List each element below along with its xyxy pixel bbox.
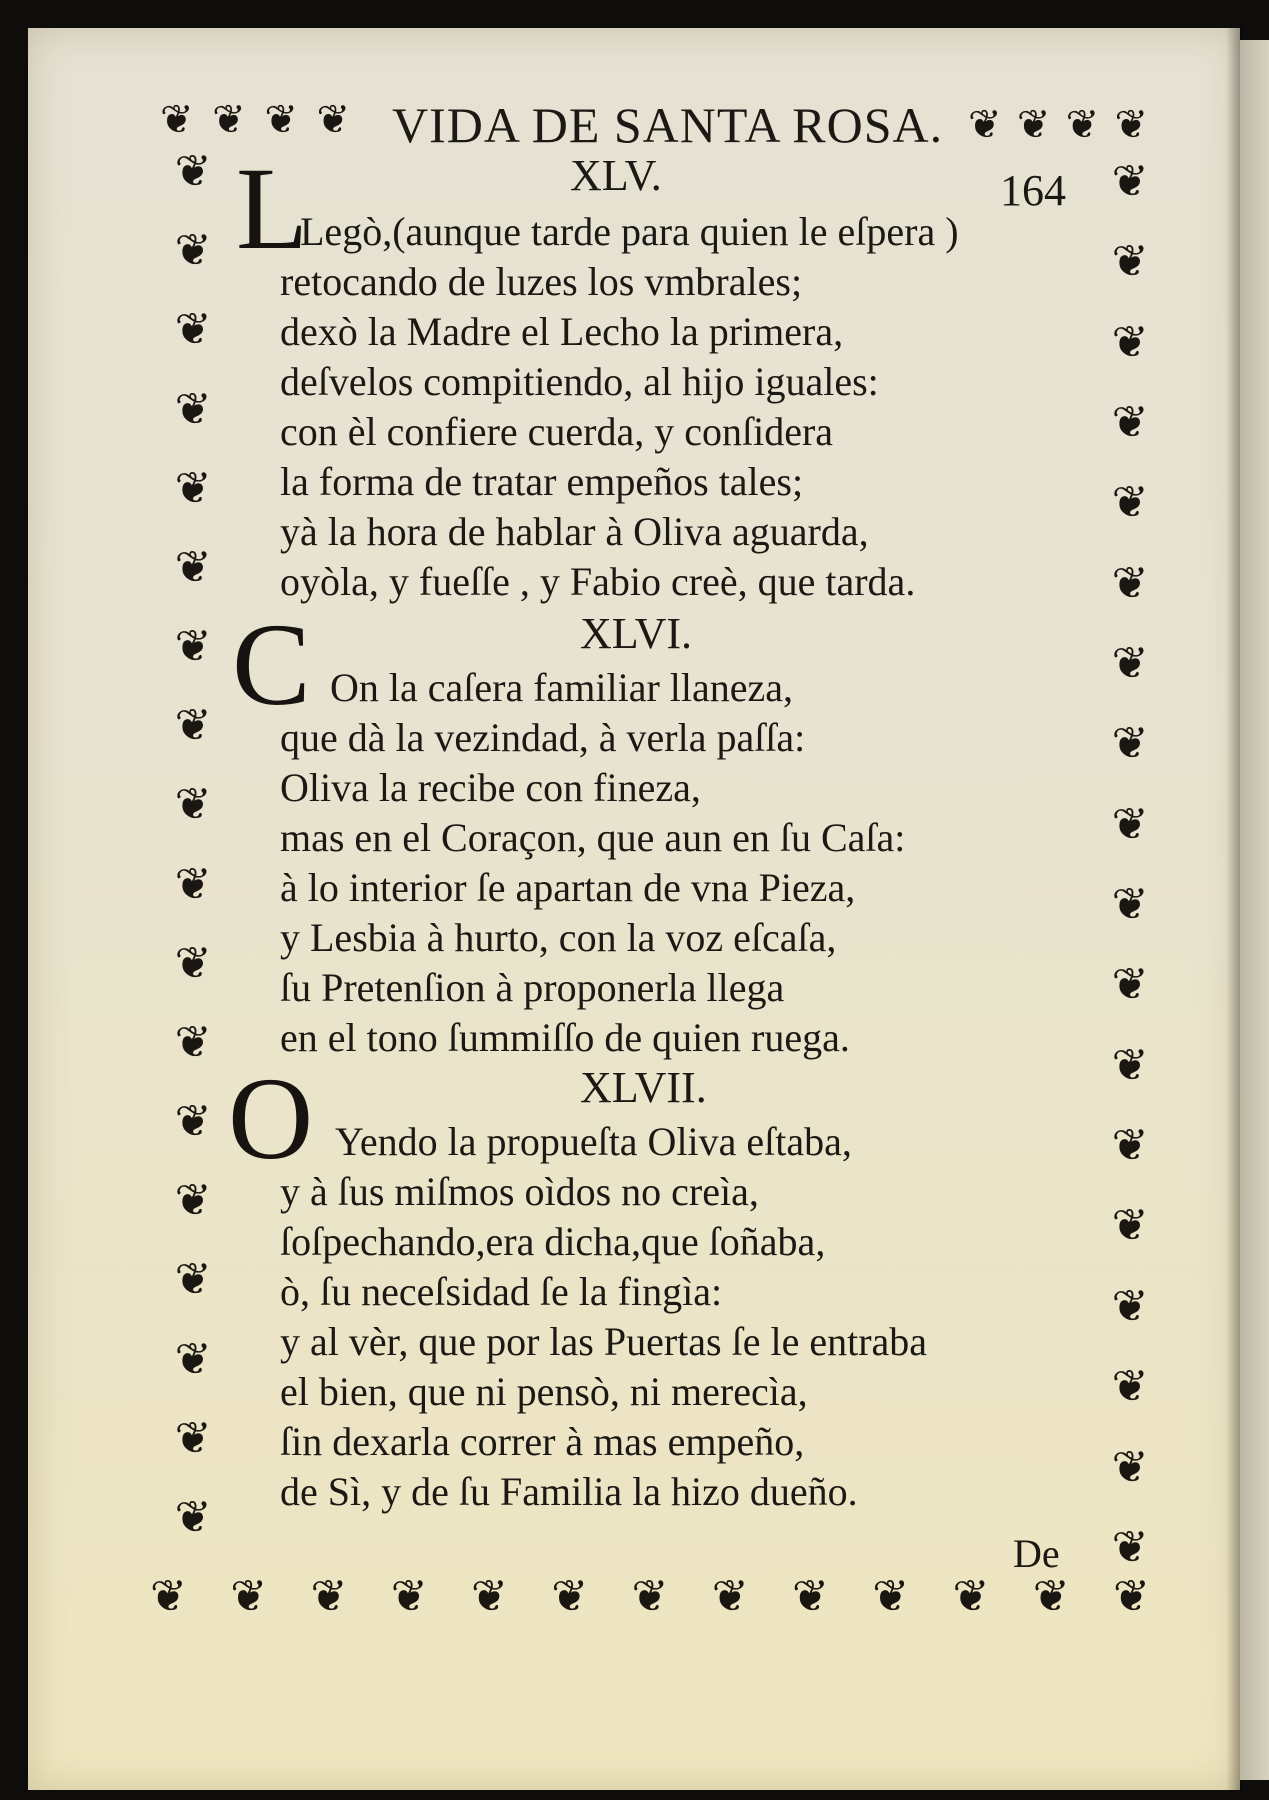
fleuron-icon: ❦	[264, 97, 298, 143]
fleuron-icon: ❦	[174, 1175, 212, 1227]
verse-line: ſin dexarla correr à mas empeño,	[280, 1419, 805, 1464]
stanza-number: XLVI.	[580, 609, 693, 658]
fleuron-icon: ❦	[1111, 718, 1149, 770]
fleuron-icon: ❦	[1111, 1521, 1149, 1573]
fleuron-icon: ❦	[1111, 236, 1149, 288]
fleuron-icon: ❦	[1111, 1280, 1149, 1332]
fleuron-icon: ❦	[174, 304, 212, 356]
fleuron-icon: ❦	[968, 102, 1002, 148]
verse-line: con èl confiere cuerda, y conſidera	[280, 409, 834, 454]
right-ornament-border	[1105, 156, 1155, 1573]
next-page-edge	[1240, 40, 1269, 1780]
stanza-number: XLV.	[570, 151, 662, 200]
stanza-number: XLVII.	[580, 1063, 707, 1112]
verse-line: Oliva la recibe con fineza,	[280, 765, 701, 810]
top-ornament-right	[968, 102, 1148, 148]
fleuron-icon: ❦	[174, 1254, 212, 1306]
verse-line: oyòla, y fueſſe , y Fabio creè, que tarda.	[280, 559, 916, 604]
fleuron-icon: ❦	[174, 700, 212, 752]
fleuron-icon: ❦	[174, 1333, 212, 1385]
fleuron-icon: ❦	[1111, 316, 1149, 368]
fleuron-icon: ❦	[1111, 959, 1149, 1011]
verse-line: la forma de tratar empeños tales;	[280, 459, 804, 504]
verse-line: mas en el Coraçon, que aun en ſu Caſa:	[280, 815, 906, 860]
verse-line: On la caſera familiar llaneza,	[330, 665, 794, 710]
fleuron-icon: ❦	[174, 858, 212, 910]
verse-line: à lo interior ſe apartan de vna Pieza,	[280, 865, 856, 910]
fleuron-icon: ❦	[160, 97, 194, 143]
fleuron-icon: ❦	[631, 1571, 669, 1622]
fleuron-icon: ❦	[174, 541, 212, 593]
fleuron-icon: ❦	[390, 1571, 428, 1622]
fleuron-icon: ❦	[1111, 557, 1149, 609]
fleuron-icon: ❦	[174, 146, 212, 197]
fleuron-icon: ❦	[174, 1016, 212, 1068]
page-title: VIDA DE SANTA ROSA.	[392, 97, 944, 153]
bottom-ornament-border	[150, 1571, 1150, 1622]
fleuron-icon: ❦	[212, 97, 246, 143]
fleuron-icon: ❦	[1111, 879, 1149, 931]
fleuron-icon: ❦	[1111, 1361, 1149, 1413]
fleuron-icon: ❦	[174, 383, 212, 435]
fleuron-icon: ❦	[1111, 397, 1149, 449]
verse-line: y à ſus miſmos oìdos no creìa,	[280, 1169, 759, 1214]
verse-line: ſoſpechando,era dicha,que ſoñaba,	[280, 1219, 826, 1264]
fleuron-icon: ❦	[174, 1096, 212, 1148]
fleuron-icon: ❦	[310, 1571, 348, 1622]
fleuron-icon: ❦	[1111, 477, 1149, 529]
fleuron-icon: ❦	[1111, 1200, 1149, 1252]
fleuron-icon: ❦	[174, 621, 212, 673]
fleuron-icon: ❦	[174, 937, 212, 989]
fleuron-icon: ❦	[1111, 1120, 1149, 1172]
fleuron-icon: ❦	[174, 1491, 212, 1543]
drop-cap: O	[228, 1053, 314, 1184]
fleuron-icon: ❦	[316, 97, 350, 143]
drop-cap: C	[232, 599, 311, 730]
fleuron-icon: ❦	[1065, 102, 1100, 148]
page-number: 164	[1000, 166, 1066, 215]
verse-line: retocando de luzes los vmbrales;	[280, 259, 803, 304]
fleuron-icon: ❦	[952, 1571, 990, 1622]
left-ornament-border	[168, 146, 218, 1543]
fleuron-icon: ❦	[711, 1571, 749, 1622]
fleuron-icon: ❦	[174, 1412, 212, 1464]
fleuron-icon: ❦	[551, 1571, 589, 1622]
verse-line: Legò,(aunque tarde para quien le eſpera )	[300, 209, 959, 254]
fleuron-icon: ❦	[1032, 1571, 1070, 1622]
drop-cap: L	[236, 143, 309, 274]
fleuron-icon: ❦	[1111, 1441, 1149, 1493]
verse-line: ſu Pretenſion à proponerla llega	[280, 965, 785, 1010]
fleuron-icon: ❦	[792, 1571, 829, 1622]
verse-line: y al vèr, que por las Puertas ſe le entraba	[280, 1319, 928, 1364]
catchword: De	[1013, 1531, 1060, 1576]
fleuron-icon: ❦	[1016, 102, 1051, 148]
fleuron-icon: ❦	[174, 462, 212, 514]
verse-line: en el tono ſummiſſo de quien ruega.	[280, 1015, 850, 1060]
fleuron-icon: ❦	[1114, 102, 1148, 148]
verse-line: dexò la Madre el Lecho la primera,	[280, 309, 844, 354]
verse-line: Yendo la propueſta Oliva eſtaba,	[335, 1119, 852, 1164]
fleuron-icon: ❦	[174, 779, 212, 831]
fleuron-icon: ❦	[150, 1571, 187, 1622]
verse-line: ò, ſu neceſsidad ſe la fingìa:	[280, 1269, 723, 1314]
verse-line: yà la hora de hablar à Oliva aguarda,	[280, 509, 869, 554]
fleuron-icon: ❦	[1111, 798, 1149, 850]
fleuron-icon: ❦	[1111, 638, 1149, 690]
fleuron-icon: ❦	[174, 225, 212, 277]
top-ornament-left	[160, 97, 350, 143]
fleuron-icon: ❦	[471, 1571, 508, 1622]
verse-line: deſvelos compitiendo, al hijo iguales:	[280, 359, 879, 404]
fleuron-icon: ❦	[872, 1571, 910, 1622]
fleuron-icon: ❦	[230, 1571, 268, 1622]
fleuron-icon: ❦	[1111, 1039, 1149, 1091]
verse-line: que dà la vezindad, à verla paſſa:	[280, 715, 806, 760]
verse-line: de Sì, y de ſu Familia la hizo dueño.	[280, 1469, 858, 1514]
verse-line: el bien, que ni pensò, ni merecìa,	[280, 1369, 808, 1414]
fleuron-icon: ❦	[1111, 156, 1149, 207]
fleuron-icon: ❦	[1113, 1571, 1150, 1622]
verse-line: y Lesbia à hurto, con la voz eſcaſa,	[280, 915, 837, 960]
